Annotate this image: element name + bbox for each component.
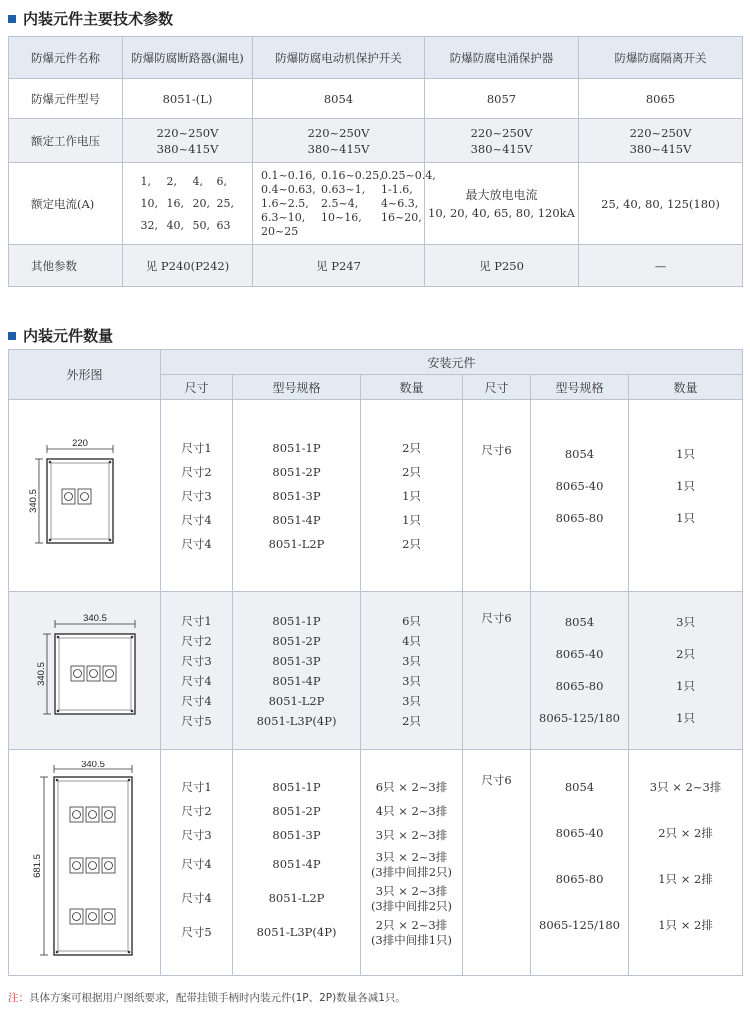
qty-value: 1只	[676, 447, 695, 461]
model-value: 8065-125/180	[539, 918, 620, 932]
table-row	[9, 400, 743, 592]
row-label: 额定电流(A)	[9, 163, 123, 245]
model-value: 8051-4P	[272, 673, 321, 688]
current-value: 2.5~4,	[321, 196, 359, 210]
qty-value: 2只	[402, 536, 421, 551]
size-value: 尺寸2	[181, 464, 212, 479]
dim-height-label: 340.5	[35, 662, 47, 686]
cell	[253, 163, 436, 245]
current-value: 20~25	[261, 224, 299, 238]
header-cell: 外形图	[9, 350, 161, 400]
size-value: 尺寸3	[181, 488, 212, 503]
size-value: 尺寸4	[181, 857, 212, 871]
qty-value: 2只 × 2~3排 (3排中间排1只)	[370, 917, 453, 947]
enclosure-drawing	[9, 592, 161, 750]
current-value: 63	[216, 218, 231, 232]
model-value: 8065-40	[555, 647, 604, 661]
qty-value: 2只	[402, 464, 421, 479]
qty-table	[8, 349, 743, 976]
model-value: 8051-1P	[272, 613, 321, 628]
cell	[361, 750, 463, 976]
qty-value: 3只	[402, 653, 421, 668]
header-cell: 安装元件	[161, 350, 743, 375]
current-value: 16,	[166, 196, 184, 210]
cell: 见 P247	[253, 245, 425, 287]
model-value: 8051-L2P	[268, 693, 325, 708]
current-value: 10~16,	[321, 210, 362, 224]
qty-value: 1只	[676, 679, 695, 693]
qty-value: 1只 × 2排	[658, 918, 713, 932]
bullet-square-icon	[8, 332, 16, 340]
qty-value: 3只 × 2~3排 (3排中间排2只)	[370, 849, 453, 879]
row-label: 防爆元件型号	[9, 79, 123, 119]
size-value: 尺寸1	[181, 780, 212, 794]
table-row	[9, 79, 743, 119]
qty-value: 3只 × 2~3排 (3排中间排2只)	[370, 883, 453, 913]
current-value: 32,	[140, 218, 158, 232]
cell	[123, 163, 253, 245]
header-cell: 防爆防腐隔离开关	[579, 37, 743, 79]
current-value: 50,	[192, 218, 210, 232]
qty-value: 1只	[676, 511, 695, 525]
model-value: 8051-4P	[272, 512, 321, 527]
size-value: 尺寸1	[181, 440, 212, 455]
cell: 8051-(L)	[123, 79, 253, 119]
current-value: 6,	[216, 174, 227, 188]
cell: 220~250V 380~415V	[579, 119, 743, 163]
cell: 25, 40, 80, 125(180)	[579, 163, 743, 245]
header-cell: 防爆防腐电动机保护开关	[253, 37, 425, 79]
model-value: 8051-2P	[272, 633, 321, 648]
table-row	[9, 750, 743, 976]
current-value: 40,	[166, 218, 184, 232]
current-value: 2,	[166, 174, 177, 188]
qty-value: 6只 × 2~3排	[375, 780, 448, 794]
header-cell: 型号规格	[233, 375, 361, 400]
size-value: 尺寸4	[181, 693, 212, 708]
current-value: 0.1~0.16,	[261, 168, 316, 182]
cell: —	[579, 245, 743, 287]
qty-value: 2只	[402, 713, 421, 728]
enclosure-drawing	[9, 400, 161, 592]
model-value: 8051-L2P	[268, 891, 325, 905]
size-value: 尺寸4	[181, 512, 212, 527]
qty-value: 1只 × 2排	[658, 872, 713, 886]
bullet-square-icon	[8, 15, 16, 23]
cell: 尺寸6	[463, 750, 531, 976]
qty-value: 1只	[402, 488, 421, 503]
table-row	[9, 592, 743, 750]
cell	[161, 750, 233, 976]
cell	[629, 592, 743, 750]
dim-width-label: 220	[71, 439, 88, 449]
model-value: 8051-2P	[272, 804, 321, 818]
cell: 220~250V 380~415V	[425, 119, 579, 163]
qty-value: 2只	[676, 647, 695, 661]
header-cell: 尺寸	[161, 375, 233, 400]
model-value: 8065-40	[555, 479, 604, 493]
model-value: 8051-2P	[272, 464, 321, 479]
breaker-current-list	[123, 171, 252, 237]
cell: 尺寸6	[463, 400, 531, 592]
tech-params-table	[8, 36, 743, 287]
footnote: 注：具体方案可根据用户图纸要求，配带挂锁手柄时内装元件(1P、2P)数量各减1只。	[8, 992, 406, 1004]
qty-value: 2只	[402, 440, 421, 455]
model-value: 8051-3P	[272, 488, 321, 503]
qty-value: 2只 × 2排	[658, 826, 713, 840]
header-cell: 数量	[361, 375, 463, 400]
current-value: 0.16~0.25,	[321, 168, 383, 182]
cell: 8057	[425, 79, 579, 119]
size-value: 尺寸4	[181, 536, 212, 551]
section-title-qty: 内装元件数量	[8, 325, 113, 346]
cell	[161, 592, 233, 750]
qty-value: 3只	[676, 615, 695, 629]
cell	[361, 400, 463, 592]
size-value: 尺寸2	[181, 804, 212, 818]
model-value: 8065-80	[555, 679, 604, 693]
model-value: 8051-1P	[272, 780, 321, 794]
size-value: 尺寸2	[181, 633, 212, 648]
cell	[629, 750, 743, 976]
dim-width-label: 340.5	[80, 761, 105, 770]
cell	[629, 400, 743, 592]
qty-value: 6只	[402, 613, 421, 628]
cell: 8054	[253, 79, 425, 119]
cell	[531, 400, 629, 592]
qty-value: 1只	[402, 512, 421, 527]
model-value: 8054	[564, 447, 595, 461]
table-row	[9, 163, 743, 245]
size-value: 尺寸4	[181, 891, 212, 905]
header-cell: 型号规格	[531, 375, 629, 400]
model-value: 8065-80	[555, 872, 604, 886]
enclosure-small-icon	[25, 439, 145, 549]
qty-value: 1只	[676, 479, 695, 493]
cell: 尺寸6	[463, 592, 531, 750]
current-value: 6.3~10,	[261, 210, 306, 224]
dim-width-label: 340.5	[82, 614, 107, 624]
motor-current-list	[253, 168, 436, 239]
cell: 最大放电电流 10, 20, 40, 65, 80, 120kA	[425, 163, 579, 245]
qty-value: 4只 × 2~3排	[375, 804, 448, 818]
current-value: 20,	[192, 196, 210, 210]
current-value: 0.4~0.63,	[261, 182, 316, 196]
current-value: 25,	[216, 196, 234, 210]
size-value: 尺寸4	[181, 673, 212, 688]
current-value: 0.63~1,	[321, 182, 366, 196]
dim-height-label: 340.5	[27, 489, 39, 513]
cell: 见 P240(P242)	[123, 245, 253, 287]
section-title-tech: 内装元件主要技术参数	[8, 8, 173, 29]
cell: 8065	[579, 79, 743, 119]
table-row	[9, 245, 743, 287]
size-value: 尺寸5	[181, 713, 212, 728]
model-value: 8051-4P	[272, 857, 321, 871]
row-label: 额定工作电压	[9, 119, 123, 163]
current-value: 4,	[192, 174, 203, 188]
model-value: 8051-3P	[272, 828, 321, 842]
table-row	[9, 119, 743, 163]
qty-value: 4只	[402, 633, 421, 648]
header-cell: 防爆防腐断路器(漏电)	[123, 37, 253, 79]
qty-value: 3只 × 2~3排	[375, 828, 448, 842]
cell: 220~250V 380~415V	[123, 119, 253, 163]
model-value: 8051-L3P(4P)	[256, 713, 337, 728]
model-value: 8065-80	[555, 511, 604, 525]
enclosure-drawing	[9, 750, 161, 976]
model-value: 8054	[564, 615, 595, 629]
current-value	[321, 225, 381, 239]
cell	[161, 400, 233, 592]
size-value: 尺寸3	[181, 828, 212, 842]
enclosure-tall-icon	[20, 761, 150, 961]
cell	[531, 592, 629, 750]
cell: 见 P250	[425, 245, 579, 287]
header-cell: 尺寸	[463, 375, 531, 400]
current-value: 1-1.6,	[381, 182, 413, 196]
qty-value: 3只	[402, 693, 421, 708]
header-cell: 防爆元件名称	[9, 37, 123, 79]
size-value: 尺寸3	[181, 653, 212, 668]
model-value: 8054	[564, 780, 595, 794]
qty-value: 3只 × 2~3排	[649, 780, 722, 794]
cell: 220~250V 380~415V	[253, 119, 425, 163]
model-value: 8065-40	[555, 826, 604, 840]
cell	[233, 750, 361, 976]
qty-value: 3只	[402, 673, 421, 688]
qty-value: 1只	[676, 711, 695, 725]
current-value: 4~6.3,	[381, 196, 419, 210]
table-row	[9, 37, 743, 79]
cell	[361, 592, 463, 750]
current-value: 16~20,	[381, 210, 422, 224]
cell	[233, 400, 361, 592]
header-cell: 防爆防腐电涌保护器	[425, 37, 579, 79]
model-value: 8051-3P	[272, 653, 321, 668]
row-label: 其他参数	[9, 245, 123, 287]
enclosure-square-icon	[25, 614, 145, 724]
current-value: 1.6~2.5,	[261, 196, 309, 210]
current-value	[381, 225, 437, 239]
size-value: 尺寸1	[181, 613, 212, 628]
table-row	[9, 350, 743, 375]
header-cell: 数量	[629, 375, 743, 400]
cell	[531, 750, 629, 976]
current-value: 1,	[140, 174, 151, 188]
cell	[233, 592, 361, 750]
model-value: 8051-L2P	[268, 536, 325, 551]
dim-height-label: 681.5	[31, 854, 43, 878]
model-value: 8051-L3P(4P)	[256, 925, 337, 939]
model-value: 8051-1P	[272, 440, 321, 455]
current-value: 10,	[140, 196, 158, 210]
model-value: 8065-125/180	[539, 711, 620, 725]
current-value: 0.25~0.4,	[381, 168, 436, 182]
size-value: 尺寸5	[181, 925, 212, 939]
